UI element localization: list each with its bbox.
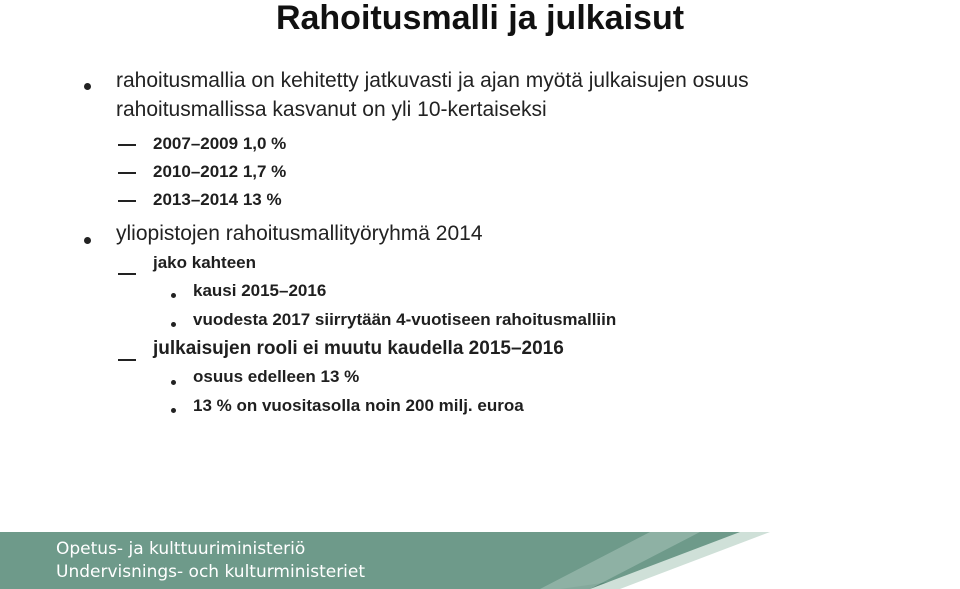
sub-item: jako kahteen [153, 253, 256, 272]
bullet-small-icon [171, 400, 176, 418]
footer-band [0, 532, 960, 589]
dash-icon [118, 133, 136, 151]
sub-sub-item: kausi 2015–2016 [193, 281, 327, 300]
bullet-small-icon [171, 285, 176, 303]
dash-icon [118, 161, 136, 179]
bullet-icon [84, 231, 91, 249]
bullet-small-icon [171, 314, 176, 332]
sub-item: 2010–2012 1,7 % [153, 162, 287, 181]
bullet-text: yliopistojen rahoitusmallityöryhmä 2014 [116, 222, 483, 245]
bullet-text-line: rahoitusmallissa kasvanut on yli 10-kertaiseksi [116, 98, 547, 121]
sub-sub-item: 13 % on vuositasolla noin 200 milj. euroa [193, 396, 524, 415]
dash-icon [118, 262, 136, 280]
dash-icon [118, 348, 136, 366]
bullet-small-icon [171, 372, 176, 390]
bullet-text-line: rahoitusmallia on kehitetty jatkuvasti ja ajan myötä julkaisujen osuus [116, 69, 749, 92]
sub-sub-item: vuodesta 2017 siirrytään 4-vuotiseen rahoitusmalliin [193, 310, 617, 329]
sub-item: julkaisujen rooli ei muutu kaudella 2015–2016 [153, 338, 564, 359]
ministry-name-sv: Undervisnings- och kulturministeriet [56, 562, 366, 582]
sub-item: 2013–2014 13 % [153, 190, 282, 209]
slide-title: Rahoitusmalli ja julkaisut [275, 0, 685, 37]
sub-item: 2007–2009 1,0 % [153, 134, 287, 153]
dash-icon [118, 189, 136, 207]
bullet-icon [84, 77, 91, 95]
ministry-name-fi: Opetus- ja kulttuuriministeriö [56, 539, 306, 559]
sub-sub-item: osuus edelleen 13 % [193, 367, 360, 386]
